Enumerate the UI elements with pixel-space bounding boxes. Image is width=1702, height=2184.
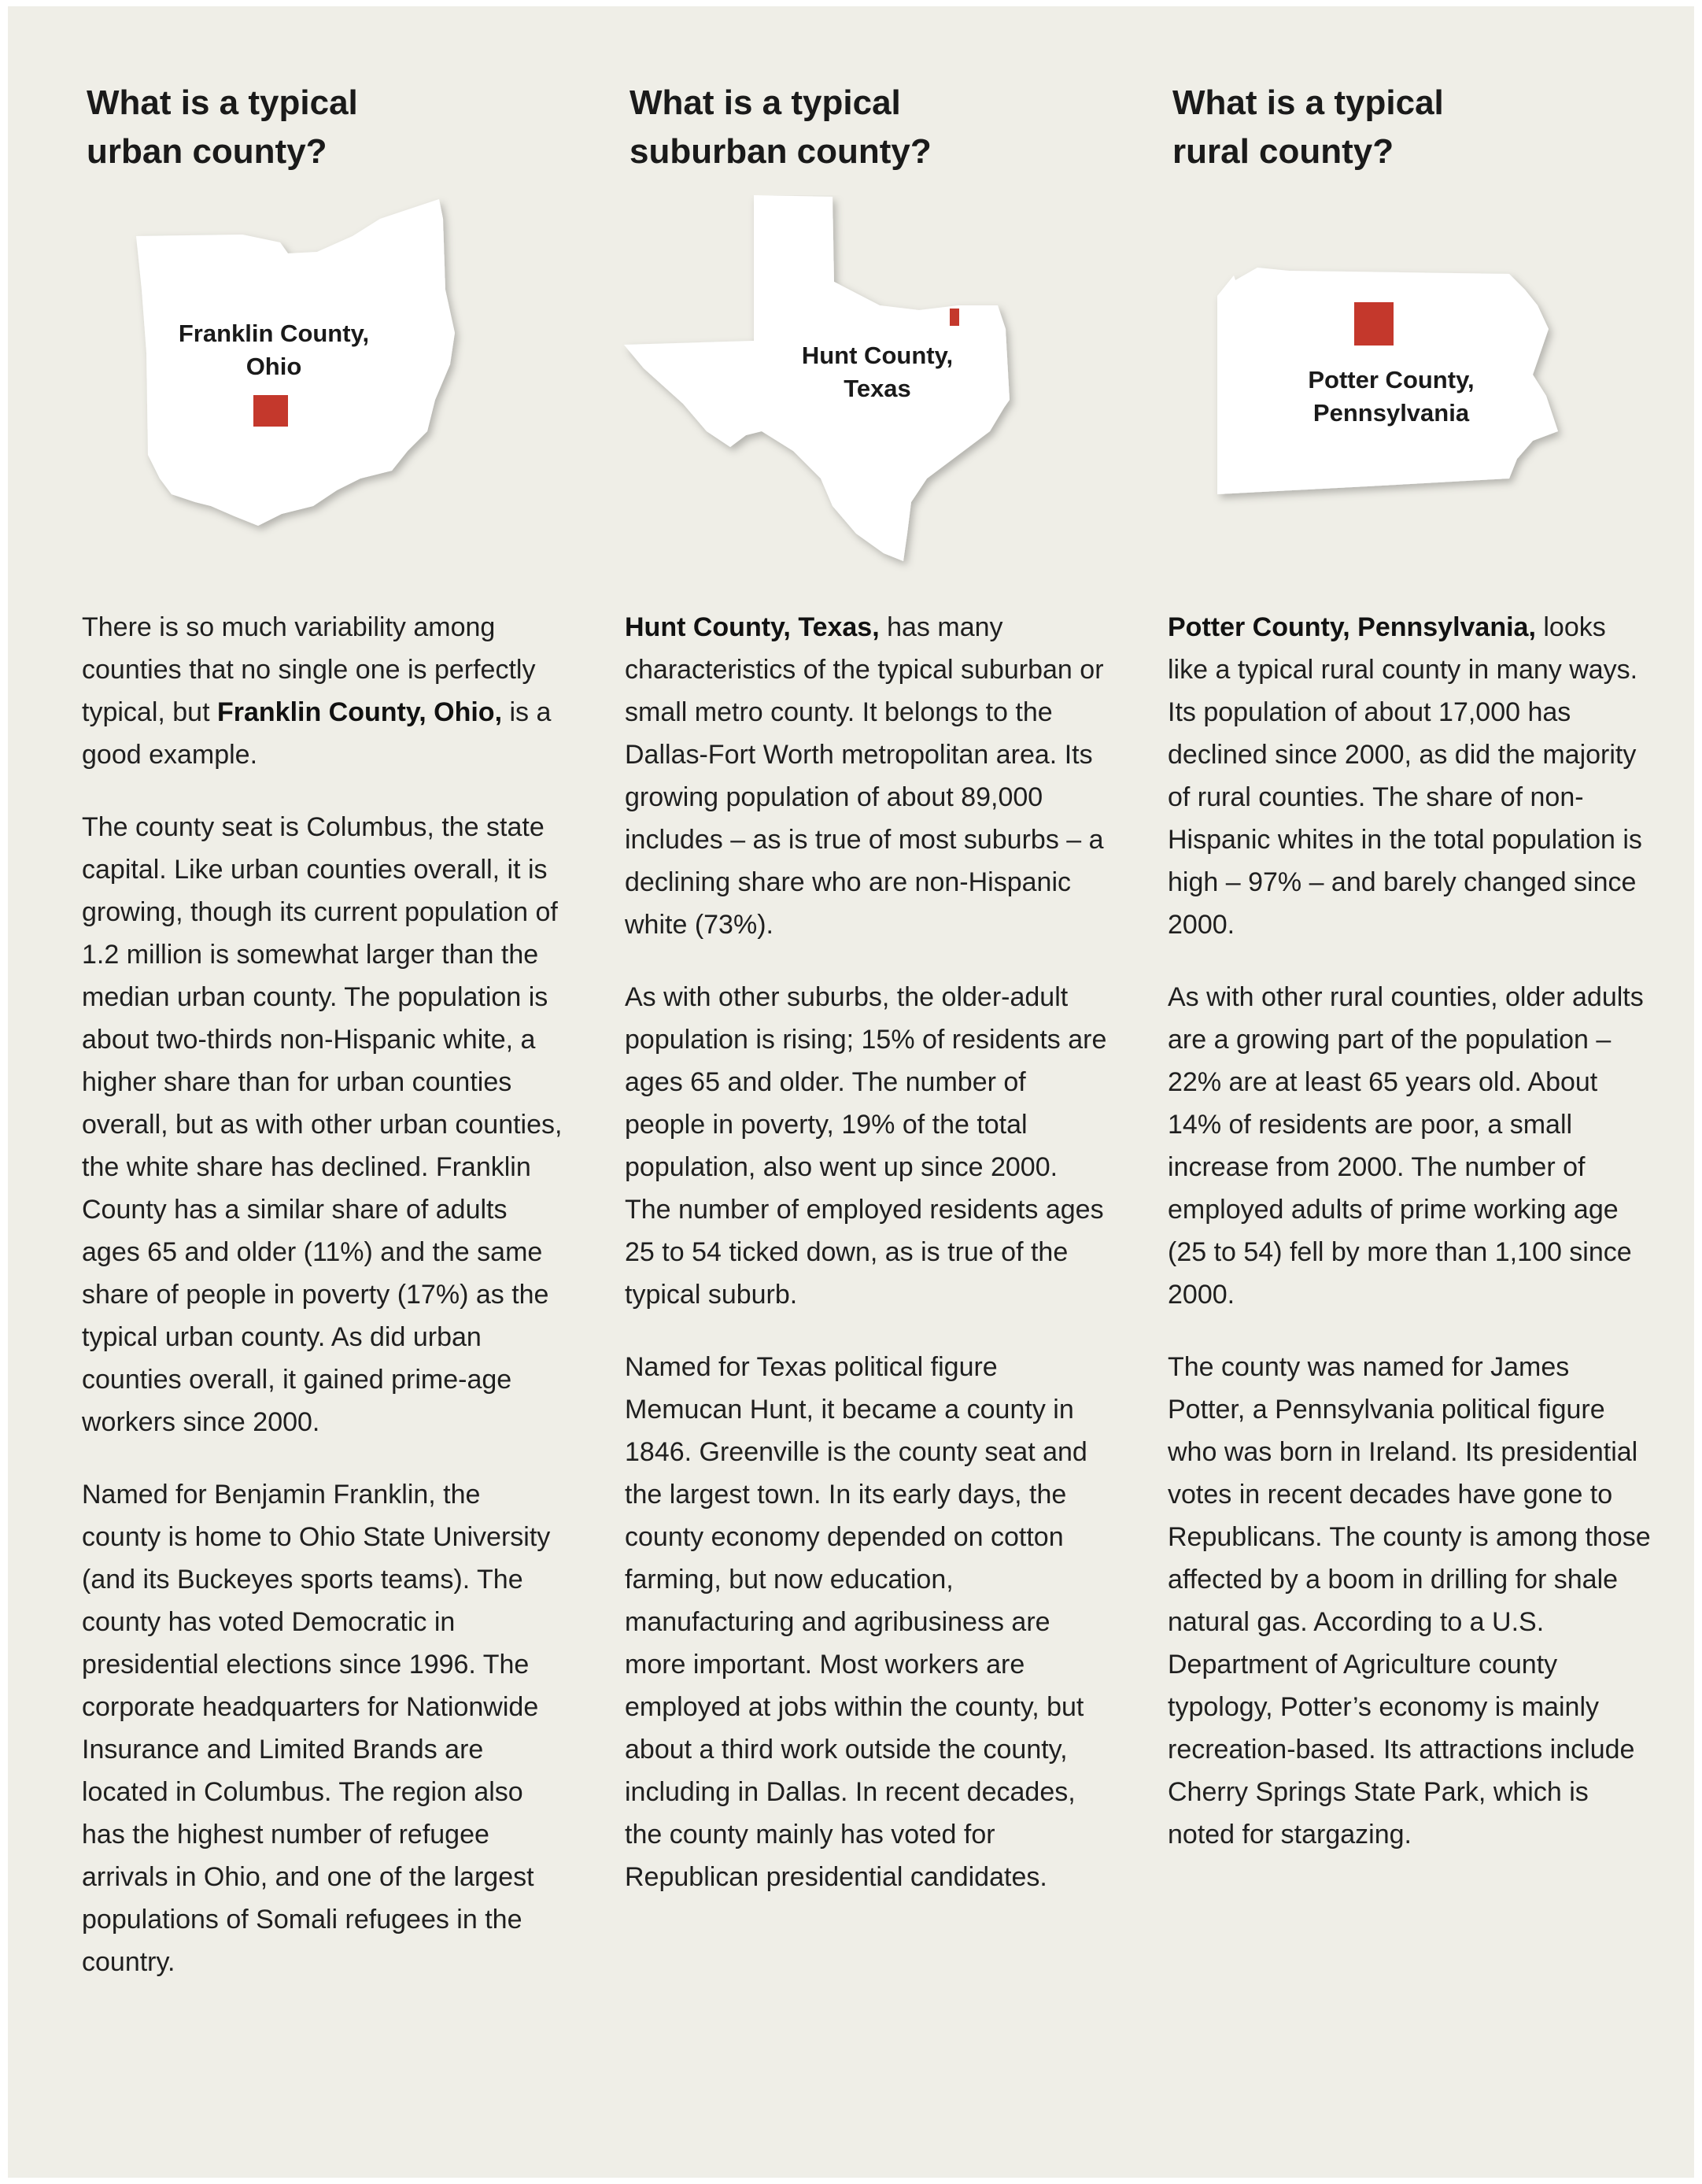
- hunt-label-line1: Hunt County,: [801, 342, 954, 369]
- rural-paragraph-2: As with other rural counties, older adults are a growing part of the population – 22% are at least 65 years old. About 14% of residents are poor, a small increase from 2000. The number of employed adults of prime working age (25 to 54) fell by more than 1,100 since 2000.: [1168, 982, 1644, 1310]
- ohio-map: [77, 195, 565, 581]
- urban-body-text: [82, 606, 566, 2013]
- suburban-county-column: [620, 6, 1108, 2178]
- urban-p1-tail: is a good example.: [82, 697, 552, 770]
- potter-label-line2: Pennsylvania: [1312, 399, 1470, 427]
- rural-heading: What is a typical rural county?: [1172, 83, 1444, 171]
- rural-paragraph-1: [1168, 606, 1652, 946]
- franklin-label-line2: Ohio: [246, 353, 302, 380]
- urban-paragraph-2: The county seat is Columbus, the state capital. Like urban counties overall, it is growing, though its current population of 1.2 million is somewhat larger than the median urban county. The population is about two-thirds non-Hispanic white, a higher share than for urban counties overall, but as with other urban counties, the white share has declined. Franklin County has a similar share of adults ages 65 and older (11%) and the same share of people in poverty (17%) as the typical urban county. As did urban counties overall, it gained prime-age workers since 2000.: [82, 812, 563, 1437]
- urban-county-column: [77, 6, 565, 2178]
- suburban-heading: What is a typical suburban county?: [629, 83, 932, 171]
- urban-paragraph-1: [82, 606, 566, 776]
- rural-body-text: [1168, 606, 1652, 1886]
- urban-p1-bold: Franklin County, Ohio,: [216, 697, 503, 727]
- suburban-p1-text: has many characteristics of the typical suburban or small metro county. It belongs to the Dallas-Fort Worth metropolitan area. Its growing population of about 89,000 includes – as is true of most suburbs – a declining share who are non-Hispanic white (73%).: [625, 612, 1104, 940]
- suburban-paragraph-2: As with other suburbs, the older-adult population is rising; 15% of residents are ages 65 and older. The number of people in poverty, 19% of the total population, also went up since 2000. The number of employed residents ages 25 to 54 ticked down, as is true of the typical suburb.: [625, 982, 1107, 1310]
- pennsylvania-map: [1163, 195, 1651, 581]
- potter-label-line1: Potter County,: [1308, 366, 1475, 394]
- suburban-body-text: [625, 606, 1109, 1928]
- suburban-paragraph-1: [625, 606, 1109, 946]
- rural-p1-bold: Potter County, Pennsylvania,: [1168, 612, 1536, 642]
- texas-state-shape: [624, 195, 1010, 561]
- rural-county-column: [1163, 6, 1651, 2178]
- hunt-county-marker: [950, 309, 959, 326]
- urban-p1-text: There is so much variability among counties that no single one is perfectly typical, but: [82, 612, 536, 727]
- rural-p1-text: looks like a typical rural county in many ways. Its population of about 17,000 has declined since 2000, as did the majority of rural counties. The share of non-Hispanic whites in the total population is high – 97% – and barely changed since 2000.: [1168, 612, 1642, 940]
- infographic-panel: [8, 6, 1694, 2178]
- texas-map: [620, 195, 1108, 581]
- urban-paragraph-3: Named for Benjamin Franklin, the county is home to Ohio State University (and its Buckeyes sports teams). The county has voted Democratic in presidential elections since 1996. The corporate headquarters for Nationwide Insurance and Limited Brands are located in Columbus. The region also has the highest number of refugee arrivals in Ohio, and one of the largest populations of Somali refugees in the country.: [82, 1480, 551, 1977]
- urban-heading: What is a typical urban county?: [87, 83, 358, 171]
- potter-county-marker: [1354, 302, 1394, 346]
- suburban-p1-bold: Hunt County, Texas,: [625, 612, 880, 642]
- rural-paragraph-3: The county was named for James Potter, a Pennsylvania political figure who was born in Ireland. Its presidential votes in recent decades have gone to Republicans. The county is among those affected by a boom in drilling for shale natural gas. According to a U.S. Department of Agriculture county typology, Potter’s economy is mainly recreation-based. Its attractions include Cherry Springs State Park, which is noted for stargazing.: [1168, 1352, 1651, 1850]
- franklin-label-line1: Franklin County,: [178, 320, 370, 347]
- suburban-paragraph-3: Named for Texas political figure Memucan Hunt, it became a county in 1846. Greenville is the county seat and the largest town. In its early days, the county economy depended on cotton farming, but now education, manufacturing and agribusiness are more important. Most workers are employed at jobs within the county, but about a third work outside the county, including in Dallas. In recent decades, the county mainly has voted for Republican presidential candidates.: [625, 1352, 1087, 1892]
- hunt-label-line2: Texas: [844, 375, 911, 402]
- franklin-county-marker: [253, 395, 288, 427]
